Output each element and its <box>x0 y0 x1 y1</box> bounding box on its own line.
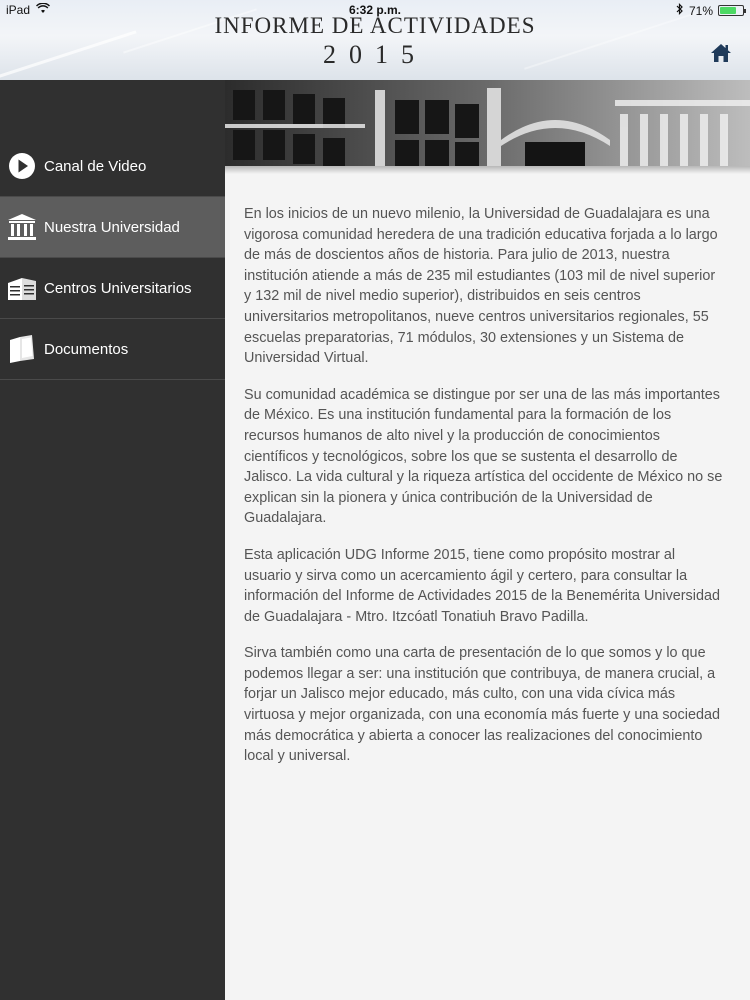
buildings-icon <box>0 275 44 301</box>
sidebar-item-nuestra-universidad[interactable] <box>0 197 225 258</box>
sidebar-item-canal-de-video[interactable] <box>0 136 225 197</box>
sidebar-item-label: Centros Universitarios <box>44 279 192 297</box>
paragraph: Su comunidad académica se distingue por ser una de las más importantes de México. Es una institución fundamental para la formación de los recursos humanos de alto nivel y la producción de conocimientos científicos y tecnológicos, sobre los que se sustenta el desarrollo de Jalisco. La vida cultural y la riqueza artística del occidente de México no se explican sin la pionera y única contribución de la Universidad de Guadalajara. <box>244 386 723 527</box>
sidebar-menu <box>0 136 225 380</box>
paragraph: Sirva también como una carta de presentación de lo que somos y lo que podemos llegar a ser: una institución que contribuya, de manera crucial, a forjar un Jalisco mejor educado, más culto, con una vida cívica más virtuosa y mejor organizada, con una economía más fuerte y una sociedad más democrática y abierta a conocer las realizaciones del conocimiento local y universal. <box>244 645 720 765</box>
play-circle-icon <box>0 152 44 180</box>
paragraph: En los inicios de un nuevo milenio, la Universidad de Guadalajara es una vigorosa comunidad heredera de una tradición educativa forjada a lo largo de más de doscientos años de historia. Para julio de 2013, nuestra institución atiende a más de 235 mil estudiantes (103 mil de nivel superior y 132 mil de nivel medio superior), distribuidos en seis centros universitarios metropolitanos, nueve centros universitarios regionales, 55 escuelas preparatorias, 71 módulos, 30 extensiones y un Sistema de Universidad Virtual. <box>244 206 718 367</box>
sidebar-item-label: Canal de Video <box>44 157 147 175</box>
home-button[interactable] <box>708 40 734 66</box>
banner-shadow <box>225 166 750 174</box>
battery-percent: 71% <box>688 3 713 18</box>
sidebar-item-documentos[interactable] <box>0 319 225 380</box>
home-icon <box>710 43 732 63</box>
article-text <box>244 204 726 783</box>
app-title: INFORME DE ACTIVIDADES <box>214 13 536 38</box>
sidebar <box>0 80 225 1000</box>
banner-image <box>225 80 750 166</box>
paragraph: Esta aplicación UDG Informe 2015, tiene como propósito mostrar al usuario y sirva como un acercamiento ágil y certero, para consultar la información del Informe de Actividades 2015 de la Benemérita Universidad de Guadalajara - Mtro. Itzcóatl Tonatiuh Bravo Padilla. <box>244 546 720 625</box>
app-year: 2015 <box>323 40 427 69</box>
sidebar-item-label: Documentos <box>44 340 129 358</box>
sidebar-item-label: Nuestra Universidad <box>44 218 180 236</box>
university-building-icon <box>0 213 44 241</box>
sidebar-item-centros-universitarios[interactable] <box>0 258 225 319</box>
main-content <box>225 80 750 1000</box>
status-time: 6:32 p.m. <box>348 3 402 17</box>
books-icon <box>0 334 44 364</box>
app-header <box>0 0 750 80</box>
device-name: iPad <box>6 3 31 17</box>
